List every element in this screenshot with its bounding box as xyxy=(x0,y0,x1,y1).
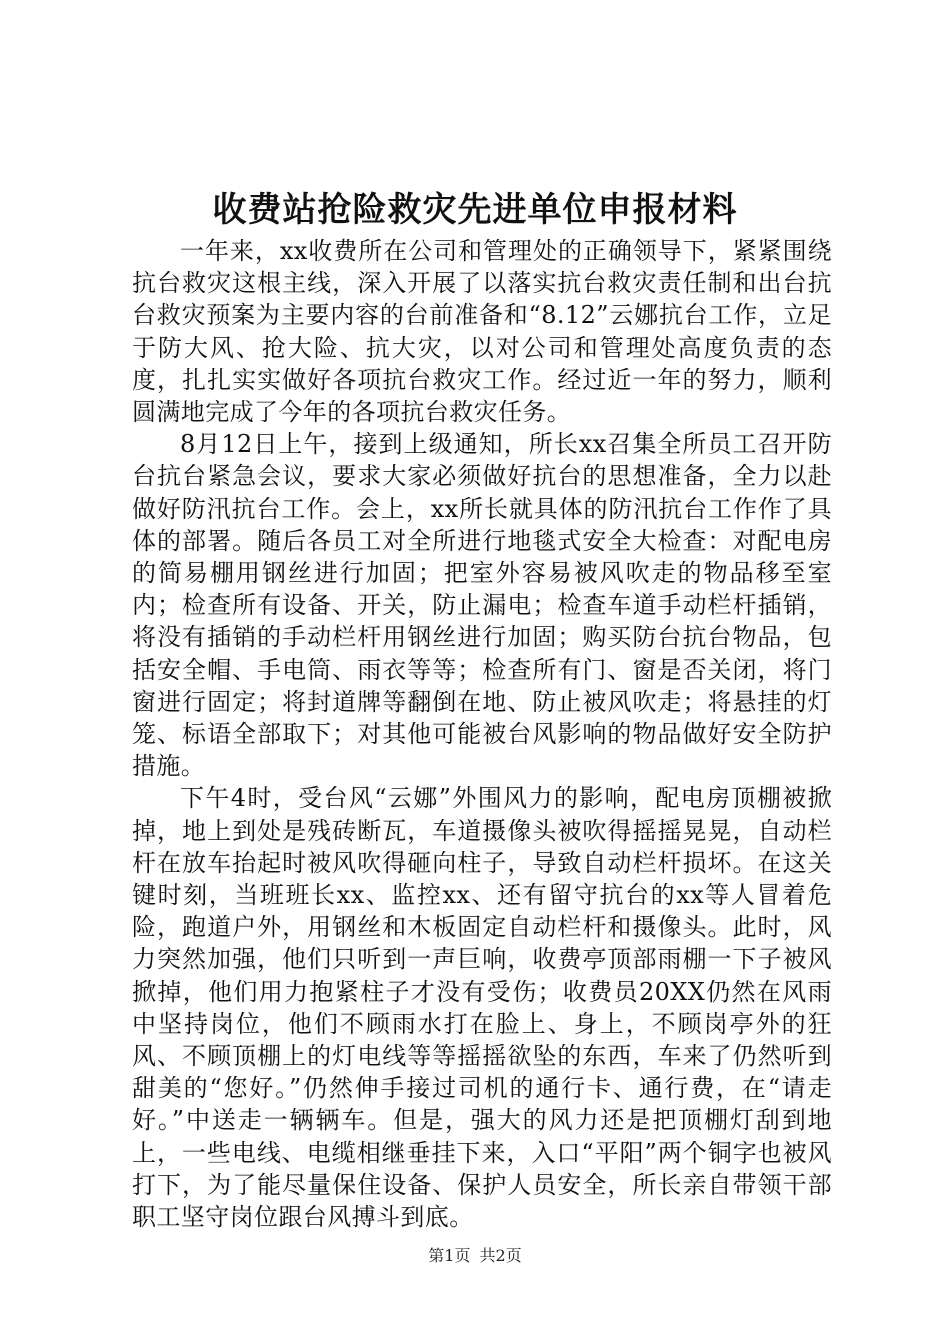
page-total: 共2页 xyxy=(479,1246,522,1265)
paragraph: 一年来，xx收费所在公司和管理处的正确领导下，紧紧围绕抗台救灾这根主线，深入开展了以落实抗台救灾责任制和出台抗台救灾预案为主要内容的台前准备和“8.12”云娜抗台工作，立足于防大风、抢大险、抗大灾，以对公司和管理处高度负责的态度，扎扎实实做好各项抗台救灾工作。经过近一年的努力，顺利圆满地完成了今年的各项抗台救灾任务。 xyxy=(132,237,832,427)
document-title: 收费站抢险救灾先进单位申报材料 xyxy=(212,190,738,230)
paragraph: 下午4时，受台风“云娜”外围风力的影响，配电房顶棚被掀掉，地上到处是残砖断瓦，车道摄像头被吹得摇摇晃晃，自动栏杆在放车抬起时被风吹得砸向柱子，导致自动栏杆损坏。在这关键时刻，当班班长xx、监控xx、还有留守抗台的xx等人冒着危险，跑道户外，用钢丝和木板固定自动栏杆和摄像头。此时，风力突然加强，他们只听到一声巨响，收费亭顶部雨棚一下子被风掀掉，他们用力抱紧柱子才没有受伤；收费员20XX仍然在风雨中坚持岗位，他们不顾雨水打在脸上、身上，不顾岗亭外的狂风、不顾顶棚上的灯电线等等摇摇欲坠的东西，车来了仍然听到甜美的“您好。”仍然伸手接过司机的通行卡、通行费，在“请走好。”中送走一辆辆车。但是，强大的风力还是把顶棚灯刮到地上，一些电线、电缆相继垂挂下来，入口“平阳”两个铜字也被风打下，为了能尽量保住设备、保护人员安全，所长亲自带领干部职工坚守岗位跟台风搏斗到底。 xyxy=(132,784,832,1232)
page-number: 第1页 xyxy=(428,1246,471,1265)
paragraph: 8月12日上午，接到上级通知，所长xx召集全所员工召开防台抗台紧急会议，要求大家必须做好抗台的思想准备，全力以赴做好防汛抗台工作。会上，xx所长就具体的防汛抗台工作作了具体的部署。随后各员工对全所进行地毯式安全大检查：对配电房的简易棚用钢丝进行加固；把室外容易被风吹走的物品移至室内；检查所有设备、开关，防止漏电；检查车道手动栏杆插销，将没有插销的手动栏杆用钢丝进行加固；购买防台抗台物品，包括安全帽、手电筒、雨衣等等；检查所有门、窗是否关闭，将门窗进行固定；将封道牌等翻倒在地、防止被风吹走；将悬挂的灯笼、标语全部取下；对其他可能被台风影响的物品做好安全防护措施。 xyxy=(132,430,832,781)
page-footer xyxy=(0,1245,950,1267)
document-body xyxy=(132,235,832,1233)
